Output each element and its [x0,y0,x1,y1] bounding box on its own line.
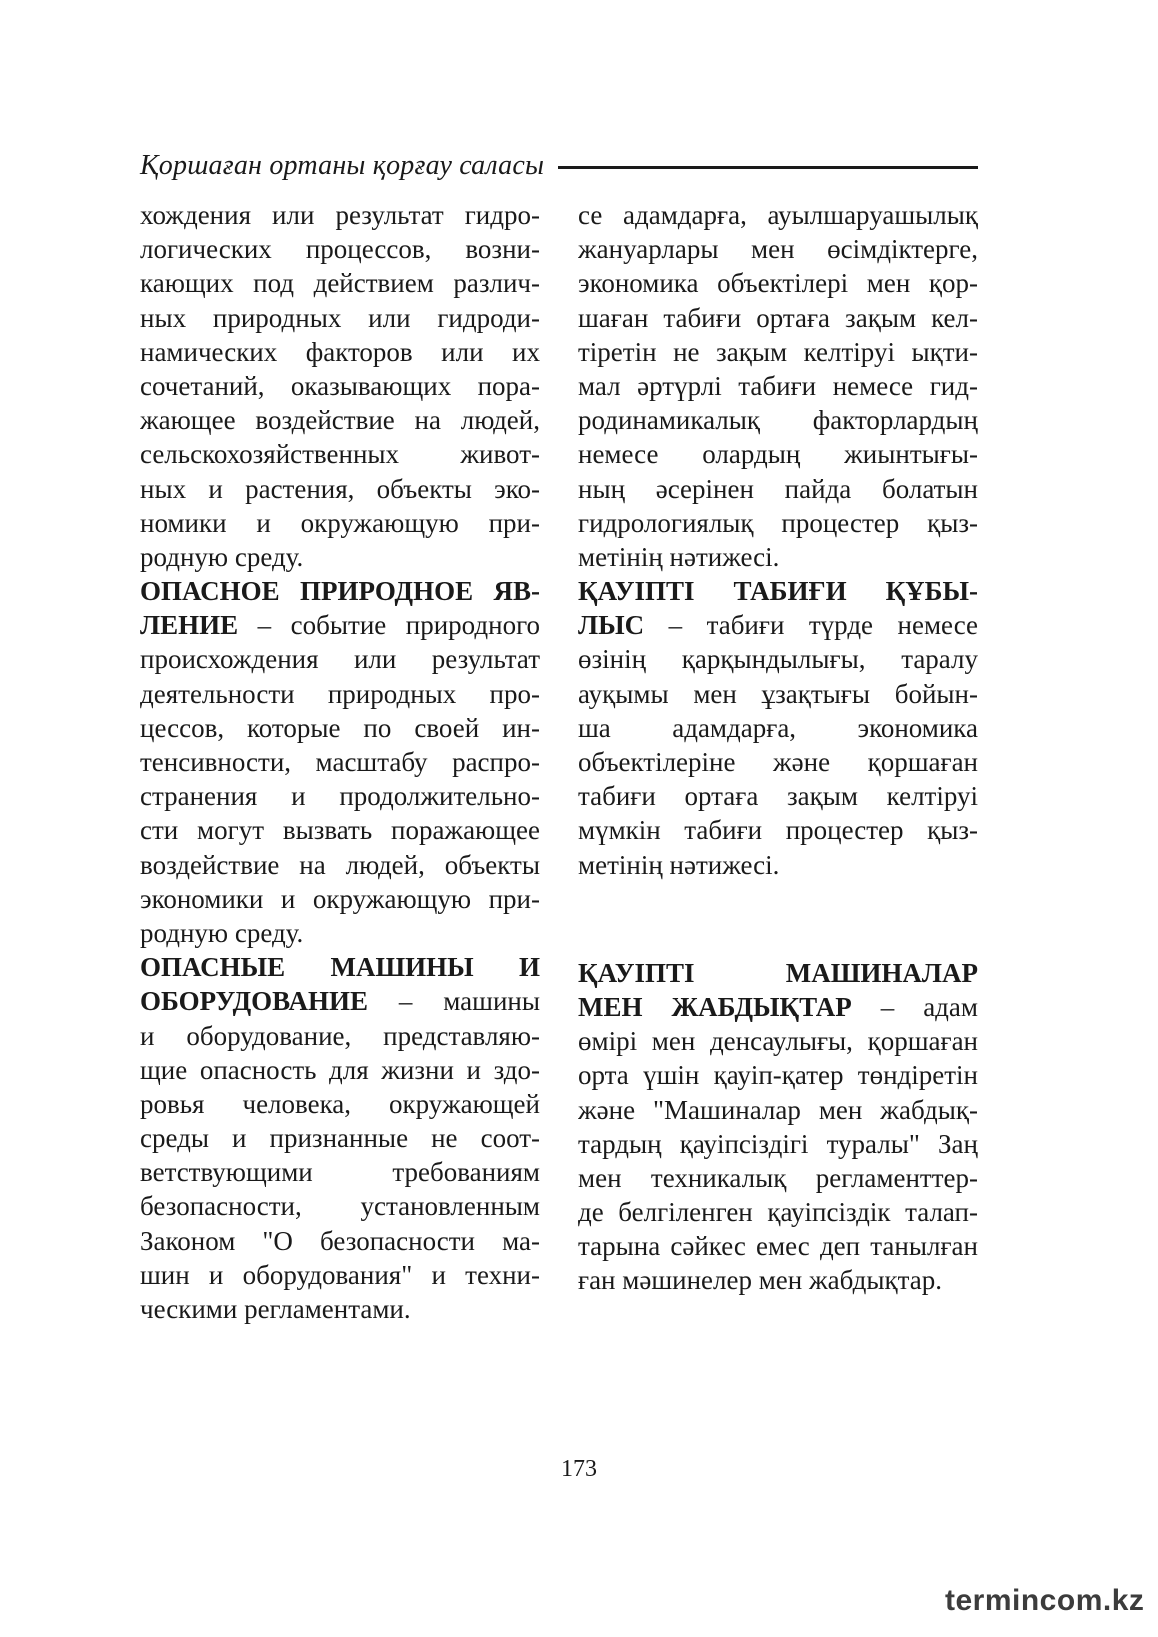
term-heading: ҚАУІПТІ МАШИНАЛАР [578,957,978,988]
text-line: тіретін не зақым келтіруі ықти- [578,336,978,367]
text-line: тардың қауіпсіздігі туралы" Заң [578,1128,978,1159]
text-line: ның әсерінен пайда болатын [578,473,978,504]
term-heading: ҚАУІПТІ ТАБИҒИ ҚҰБЫ- [578,576,978,607]
text-line: намических факторов или их [140,336,540,367]
text-line: безопасности, установленным [140,1191,540,1222]
text-line: гидрологиялық процестер қыз- [578,507,978,538]
header-rule [558,166,978,169]
text-line: номики и окружающую при- [140,507,540,538]
text-line: родную среду. [140,541,304,572]
text-line: ша адамдарға, экономика [578,712,978,743]
text-line: объектілеріне және қоршаған [578,747,978,777]
term-line [140,984,540,1018]
text-line: шаған табиғи ортаға зақым кел- [578,302,978,333]
text-line: ных и растения, объекты эко- [140,473,540,504]
right-column [578,198,978,1298]
page-number: 173 [561,1456,597,1482]
text-line: логических процессов, возни- [140,234,540,265]
text-line: өзінің қарқындылығы, таралу [578,644,978,675]
text-line: жануарлары мен өсімдіктерге, [578,234,978,265]
text-line: ных природных или гидроди- [140,302,540,333]
text-line: се адамдарға, ауылшаруашылық [578,200,978,230]
text-line: странения и продолжительно- [140,781,540,812]
text-line: шин и оборудования" и техни- [140,1259,540,1290]
text-line: ған мәшинелер мен жабдықтар. [578,1265,943,1296]
text-line: экономика объектілері мен қор- [578,268,978,299]
text-line: метінің нәтижесі. [578,541,780,572]
text-line: цессов, которые по своей ин- [140,712,540,743]
text-line: экономики и окружающую при- [140,883,540,914]
term-heading: МЕН ЖАБДЫҚТАР [578,991,852,1022]
text-line: кающих под действием различ- [140,268,540,299]
text-line: сельскохозяйственных живот- [140,439,540,470]
text-line: сти могут вызвать поражающее [140,815,540,846]
text-line: мүмкін табиғи процестер қыз- [578,815,978,846]
text-line: происхождения или результат [140,644,540,675]
term-line [140,950,540,984]
term-line [578,608,978,642]
column-spacer [578,882,978,956]
text-line: хождения или результат гидро- [140,200,540,230]
text-line: ческими регламентами. [140,1294,411,1324]
left-column [140,198,540,1326]
text-line: мен техникалық регламенттер- [578,1162,978,1193]
running-header [140,144,978,188]
term-line [578,990,978,1024]
text-line: метінің нәтижесі. [578,849,780,880]
term-definition: – событие природного [238,610,540,641]
term-line [140,608,540,642]
term-line [578,956,978,990]
text-line: де белгіленген қауіпсіздік талап- [578,1197,978,1228]
text-line: ветствующими требованиям [140,1157,540,1188]
text-line: щие опасность для жизни и здо- [140,1054,540,1085]
text-line: среды и признанные не соот- [140,1123,540,1154]
term-heading: ОПАСНОЕ ПРИРОДНОЕ ЯВ- [140,576,540,607]
text-line: ровья человека, окружающей [140,1088,540,1119]
text-line: воздействие на людей, объекты [140,849,540,880]
text-line: жающее воздействие на людей, [140,405,540,436]
term-heading: ЛЫС [578,610,645,641]
term-heading: ЛЕНИЕ [140,610,239,641]
text-line: родную среду. [140,917,304,948]
term-heading: ОБОРУДОВАНИЕ [140,986,368,1017]
text-line: немесе олардың жиынтығы- [578,439,978,470]
text-line: и оборудование, представляю- [140,1020,540,1051]
text-line: сочетаний, оказывающих пора- [140,370,540,401]
text-line: орта үшін қауіп-қатер төндіретін [578,1060,978,1091]
running-header-title: Қоршаған ортаны қорғау саласы [140,150,545,181]
text-line: өмірі мен денсаулығы, қоршаған [578,1026,978,1057]
text-line: тенсивности, масштабу распро- [140,747,540,777]
text-line: және "Машиналар мен жабдық- [578,1094,978,1125]
term-definition: – машины [367,986,540,1017]
text-line: ауқымы мен ұзақтығы бойын- [578,678,978,709]
text-line: табиғи ортаға зақым келтіруі [578,781,978,812]
term-heading: ОПАСНЫЕ МАШИНЫ И [140,952,540,983]
text-line: тарына сәйкес емес деп танылған [578,1231,978,1262]
term-definition: – табиғи түрде немесе [644,610,978,641]
term-line [578,574,978,608]
text-line: родинамикалық факторлардың [578,405,978,436]
text-line: деятельности природных про- [140,678,540,709]
text-line: Законом "О безопасности ма- [140,1225,540,1256]
text-line: мал әртүрлі табиғи немесе гид- [578,370,978,401]
term-definition: – адам [851,991,978,1022]
site-watermark-logo: termincom.kz [945,1584,1145,1617]
term-line [140,574,540,608]
